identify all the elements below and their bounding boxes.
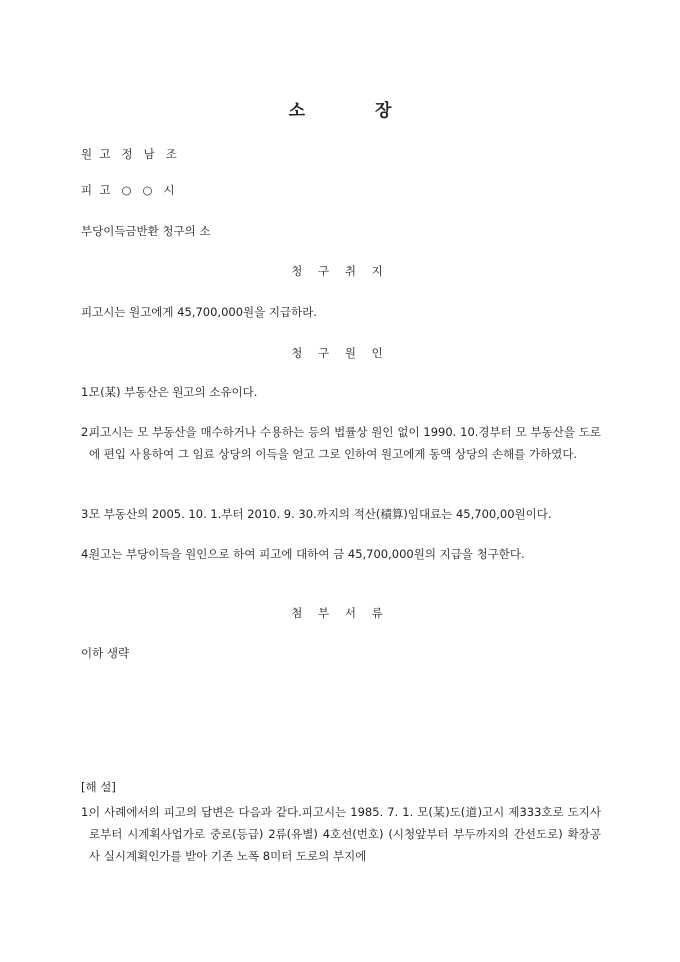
cause-text: 모 부동산의 2005. 10. 1.부터 2010. 9. 30.까지의 적산(積算)임대료는 45,700,00원이다. — [89, 507, 552, 521]
cause-item-3 — [81, 503, 601, 525]
cause-item-4 — [81, 543, 601, 565]
cause-text: 피고시는 모 부동산을 매수하거나 수용하는 등의 법률상 원인 없이 1990. 10.경부터 모 부동산을 도로에 편입 사용하여 그 임료 상당의 이득을 얻고 그로 인하여 원고에게 동액 상당의 손해를 가하였다. — [89, 425, 601, 461]
cause-number: 2. — [81, 425, 92, 439]
claim-text: 피고시는 원고에게 45,700,000원을 지급하라. — [81, 305, 317, 319]
cause-number: 4. — [81, 547, 92, 561]
attach-text: 이하 생략 — [81, 646, 130, 660]
commentary-text: 이 사례에서의 피고의 답변은 다음과 같다.피고시는 1985. 7. 1. 모(某)도(道)고시 제333호로 도지사로부터 시계획사업가로 중로(등급) 2류(유별) 4호선(번호) (시청앞부터 부두까지의 간선도로) 확장공사 실시계획인가를 받아 기존 노폭 8미터 도로의 부지에 — [89, 805, 601, 863]
cause-item-2 — [81, 421, 601, 465]
attach-heading: 첨 부 서 류 — [291, 606, 389, 620]
commentary-number: 1. — [81, 805, 92, 819]
cause-heading: 청 구 원 인 — [291, 346, 389, 360]
document-title — [0, 96, 680, 121]
cause-text: 모(某) 부동산은 원고의 소유이다. — [89, 385, 258, 399]
title-left: 소 — [288, 101, 305, 121]
cause-number: 3. — [81, 507, 92, 521]
cause-item-1 — [81, 381, 601, 403]
commentary-heading: [해 설] — [81, 780, 116, 794]
cause-text: 원고는 부당이득을 원인으로 하여 피고에 대하여 금 45,700,000원의 지급을 청구한다. — [89, 547, 525, 561]
title-right: 장 — [375, 101, 392, 121]
case-name: 부당이득금반환 청구의 소 — [81, 224, 211, 238]
claim-heading: 청 구 취 지 — [291, 264, 389, 278]
commentary-item-1 — [81, 801, 601, 867]
plaintiff-line: 원 고 정 남 조 — [81, 147, 177, 161]
cause-number: 1. — [81, 385, 92, 399]
defendant-line: 피 고 ○ ○ 시 — [81, 183, 175, 197]
